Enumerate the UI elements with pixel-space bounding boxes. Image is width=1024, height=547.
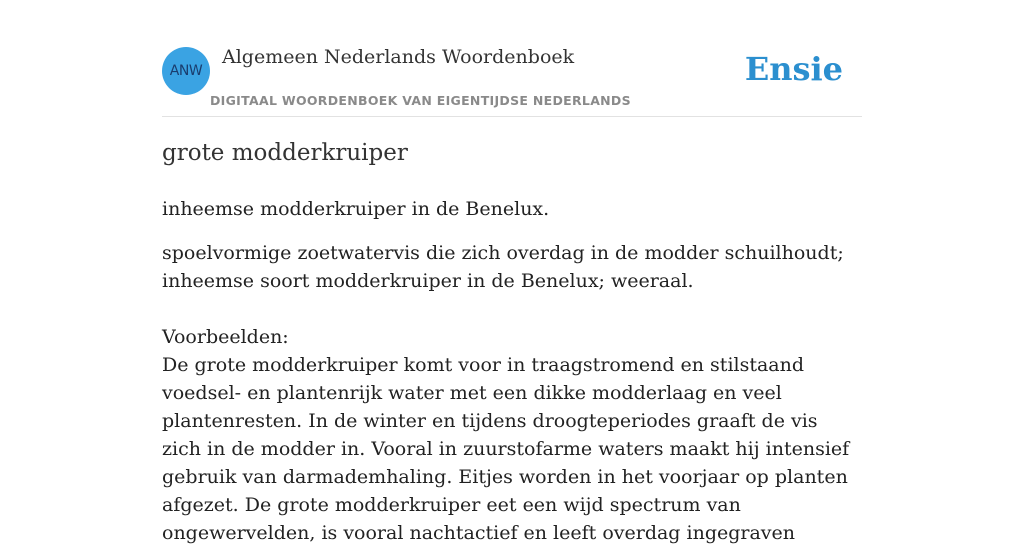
entry-term: grote modderkruiper bbox=[162, 140, 408, 166]
ensie-brand-logo[interactable]: Ensie bbox=[744, 50, 843, 88]
definition: spoelvormige zoetwatervis die zich overdag in de modder schuilhoudt; inheemse soort modderkruiper in de Benelux; weeraal. bbox=[162, 242, 844, 292]
page bbox=[162, 0, 862, 544]
examples-label: Voorbeelden: bbox=[162, 326, 289, 348]
site-title[interactable]: Algemeen Nederlands Woordenboek bbox=[222, 46, 575, 68]
anw-logo[interactable]: ANW bbox=[162, 47, 210, 95]
site-subtitle: DIGITAAL WOORDENBOEK VAN EIGENTIJDSE NEDERLANDS bbox=[210, 93, 631, 108]
short-definition: inheemse modderkruiper in de Benelux. bbox=[162, 198, 550, 220]
examples-section bbox=[162, 323, 862, 547]
example-text: De grote modderkruiper komt voor in traagstromend en stilstaand voedsel- en plantenrijk water met een dikke modderlaag en veel plantenresten. In de winter en tijdens droogteperiodes graaft de vis zich in de modder in. Vooral in zuurstofarme waters maakt hij intensief gebruik van darmademhaling. Eitjes worden in het voorjaar op planten afgezet. De grote modderkruiper eet een wijd spectrum van ongewervelden, is vooral nachtactief en leeft overdag ingegraven bbox=[162, 354, 850, 544]
site-header bbox=[162, 0, 862, 117]
